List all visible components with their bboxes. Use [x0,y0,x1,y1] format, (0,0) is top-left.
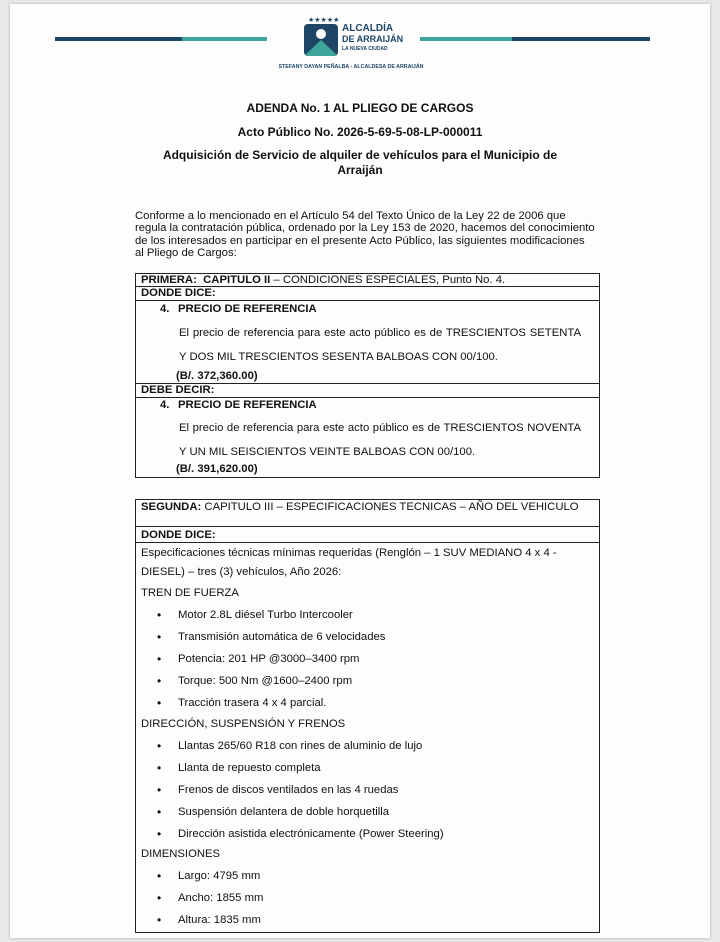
donde-dice-row [136,287,599,299]
spec-section-title: DIRECCIÓN, SUSPENSIÓN Y FRENOS [141,718,346,730]
document-page [10,4,710,938]
logo-stars: ★★★★★ [308,17,340,24]
logo-subtitle: STEFANY DAYAN PEÑALBA - ALCALDESA DE ARRAIJÁN [278,64,424,70]
segunda-label: SEGUNDA: [141,501,202,513]
segunda-chapter: CAPITULO III – ESPECIFICACIONES TECNICAS – AÑO DEL VEHICULO [201,501,579,513]
primera-label: PRIMERA: [141,274,197,286]
new-price-text: El precio de referencia para este acto público es de TRESCIENTOS NOVENTA Y UN MIL SEISCIENTOS VEINTE BALBOAS CON 00/100. [179,422,581,458]
primera-chapter-rest: – CONDICIONES ESPECIALES, Punto No. 4. [270,274,506,286]
logo-title-2: DE ARRAIJÁN [342,34,404,44]
debe-decir-label: DEBE DECIR: [141,384,215,396]
segunda-donde-dice-label: DONDE DICE: [141,529,216,541]
document-subject: Adquisición de Servicio de alquiler de vehículos para el Municipio de Arraiján [162,148,558,177]
municipality-logo [276,12,426,74]
intro-paragraph: Conforme a lo mencionado en el Artículo 54 del Texto Único de la Ley 22 de 2006 que regula la contratación pública, ordenado por la Ley 153 de 2020, hacemos del conocimiento de los interesados en participar en el presente Acto Público, las siguientes modificaciones al Pliego de Cargos: [135,210,595,259]
old-price-text: El precio de referencia para este acto público es de TRESCIENTOS SETENTA Y DOS MIL TRESCIENTOS SESENTA BALBOAS CON 00/100. [179,327,581,363]
spec-section-title: TREN DE FUERZA [141,587,239,599]
act-number: Acto Público No. 2026-5-69-5-08-LP-000011 [237,125,483,139]
old-item-heading: 4. PRECIO DE REFERENCIA [160,303,317,315]
new-item-heading: 4. PRECIO DE REFERENCIA [160,399,317,411]
new-price-amount: (B/. 391,620.00) [176,463,258,475]
primera-header-row [136,274,599,287]
segunda-section: SEGUNDA: CAPITULO III – ESPECIFICACIONES TECNICAS – AÑO DEL VEHICULO DONDE DICE: Especificaciones técnicas mínimas requeridas (Renglón – 1 SUV MEDIANO 4 x 4 - DIESEL) – tres (3) vehículos, Año 2026: TREN DE FUERZA Motor 2.8L diésel Turbo Intercooler Transmisión automática de 6 velocidades Potencia: 201 HP @3000–3400 rpm Torque: 500 Nm @1600–2400 rpm Tracción trasera 4 x 4 parcial. DIRECCIÓN, SUSPENSIÓN Y FRENOS Llantas 265/60 R18 con rines de aluminio de lujo Llanta de repuesto completa Frenos de discos ventilados en las 4 ruedas Suspensión delantera de doble horquetilla Dirección asistida electrónicamente (Power Steering) DIMENSIONES Largo: 4795 mm Ancho: 1855 mm Altura: 1835 mm [135,499,600,933]
primera-section [135,273,600,478]
primera-chapter: CAPITULO II [203,274,271,286]
municipality-emblem-icon [304,24,338,56]
document-title: ADENDA No. 1 AL PLIEGO DE CARGOS [246,101,474,115]
header-rule-right [420,37,650,41]
donde-dice-label: DONDE DICE: [141,287,216,299]
spec-section-title: DIMENSIONES [141,848,221,860]
header-rule-left [55,37,267,41]
segunda-header-row [136,500,599,527]
logo-title: ALCALDÍA [342,23,394,34]
logo-tagline: LA NUEVA CIUDAD [342,46,388,52]
spec-intro: Especificaciones técnicas mínimas requeridas (Renglón – 1 SUV MEDIANO 4 x 4 - DIESEL) – tres (3) vehículos, Año 2026: [141,547,557,578]
old-price-amount: (B/. 372,360.00) [176,370,258,382]
